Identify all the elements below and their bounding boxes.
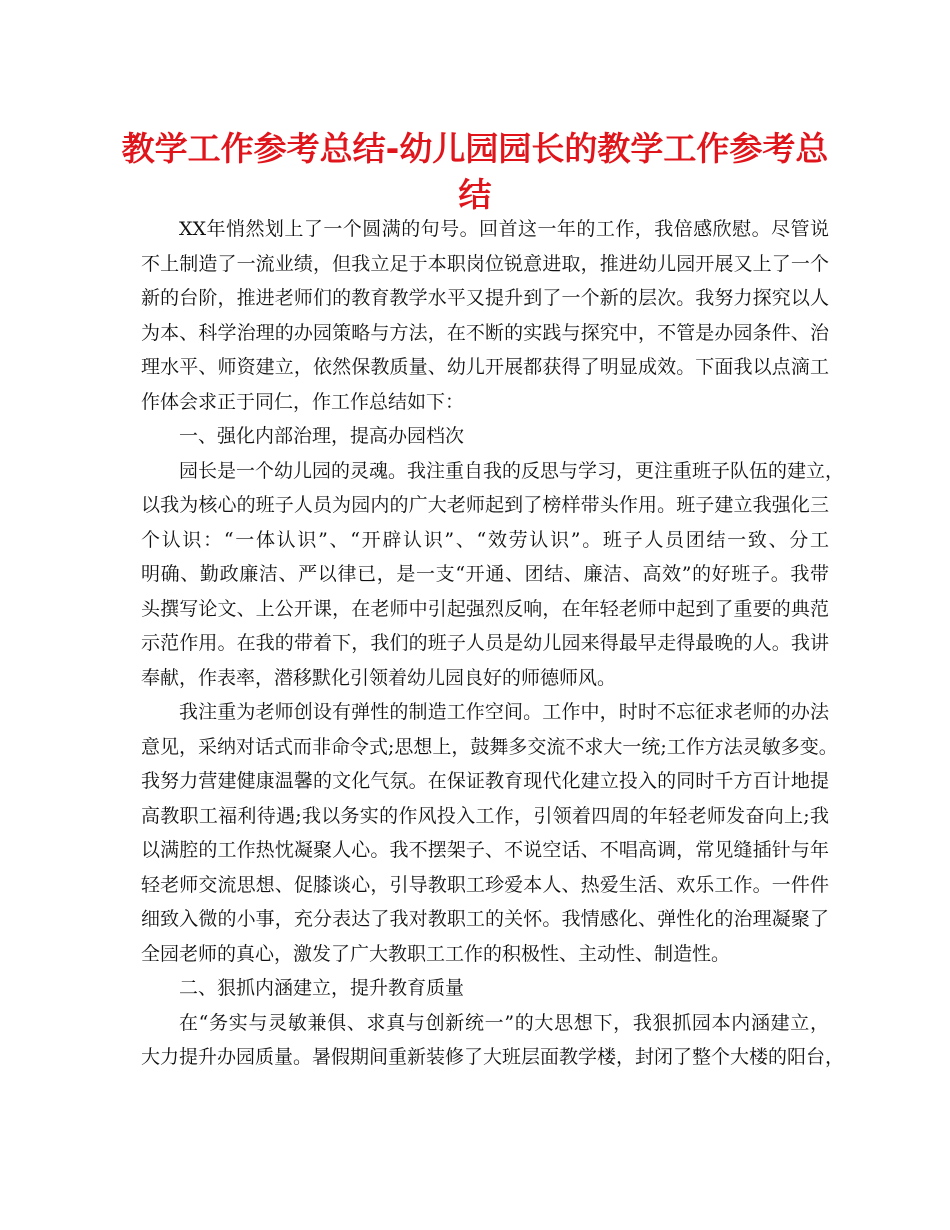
text-line: 奉献，作表率，潜移默化引领着幼儿园良好的师德师风。: [141, 666, 617, 689]
text-line: 新的台阶，推进老师们的教育教学水平又提升到了一个新的层次。我努力探究以人: [141, 287, 829, 309]
text-line: XX年悄然划上了一个圆满的句号。回首这一年的工作，我倍感欣慰。尽管说: [179, 218, 829, 240]
text-line: 细致入微的小事，充分表达了我对教职工的关怀。我情感化、弹性化的治理凝聚了: [141, 908, 829, 930]
text-line: 作体会求正于同仁，作工作总结如下：: [141, 390, 465, 413]
document-body: [141, 212, 845, 1075]
text-line: 我努力营建健康温馨的文化气氛。在保证教育现代化建立投入的同时千方百计地提: [141, 770, 829, 792]
text-line: 为本、科学治理的办园策略与方法，在不断的实践与探究中，不管是办园条件、治: [141, 321, 829, 344]
text-line: 我注重为老师创设有弹性的制造工作空间。工作中，时时不忘征求老师的办法: [179, 701, 829, 723]
text-line: 以我为核心的班子人员为园内的广大老师起到了榜样带头作用。班子建立我强化三: [141, 494, 829, 516]
text-line: 二、狠抓内涵建立，提升教育质量: [179, 977, 465, 999]
text-line: 意见，采纳对话式而非命令式;思想上，鼓舞多交流不求大一统;工作方法灵敏多变。: [141, 735, 838, 758]
text-line: 示范作用。在我的带着下，我们的班子人员是幼儿园来得最早走得最晚的人。我讲: [141, 632, 829, 654]
text-line: 高教职工福利待遇;我以务实的作风投入工作，引领着四周的年轻老师发奋向上;我: [141, 804, 829, 827]
text-line: 轻老师交流思想、促膝谈心，引导教职工珍爱本人、热爱生活、欢乐工作。一件件: [141, 873, 829, 896]
document-title: [120, 126, 830, 218]
text-line: 不上制造了一流业绩，但我立足于本职岗位锐意进取，推进幼儿园开展又上了一个: [141, 252, 829, 275]
text-line: 个认识：“一体认识”、“开辟认识”、“效劳认识”。班子人员团结一致、分工: [141, 528, 829, 551]
text-line: 头撰写论文、上公开课，在老师中引起强烈反响，在年轻老师中起到了重要的典范: [141, 597, 829, 620]
text-line: 在“务实与灵敏兼俱、求真与创新统一”的大思想下，我狠抓园本内涵建立，: [179, 1011, 829, 1034]
text-line: 大力提升办园质量。暑假期间重新装修了大班层面教学楼，封闭了整个大楼的阳台，: [141, 1046, 845, 1068]
text-line: 以满腔的工作热忱凝聚人心。我不摆架子、不说空话、不唱高调，常见缝插针与年: [141, 839, 829, 861]
text-line: 全园老师的真心，激发了广大教职工工作的积极性、主动性、制造性。: [141, 942, 731, 965]
title-line-2: 结: [458, 175, 492, 214]
text-line: 园长是一个幼儿园的灵魂。我注重自我的反思与学习，更注重班子队伍的建立，: [179, 459, 845, 482]
text-line: 一、强化内部治理，提高办园档次: [179, 425, 465, 447]
text-line: 明确、勤政廉洁、严以律已，是一支“开通、团结、廉洁、高效”的好班子。我带: [141, 563, 829, 585]
text-line: 理水平、师资建立，依然保教质量、幼儿开展都获得了明显成效。下面我以点滴工: [141, 356, 829, 378]
title-line-1: 教学工作参考总结-幼儿园园长的教学工作参考总: [121, 129, 829, 168]
